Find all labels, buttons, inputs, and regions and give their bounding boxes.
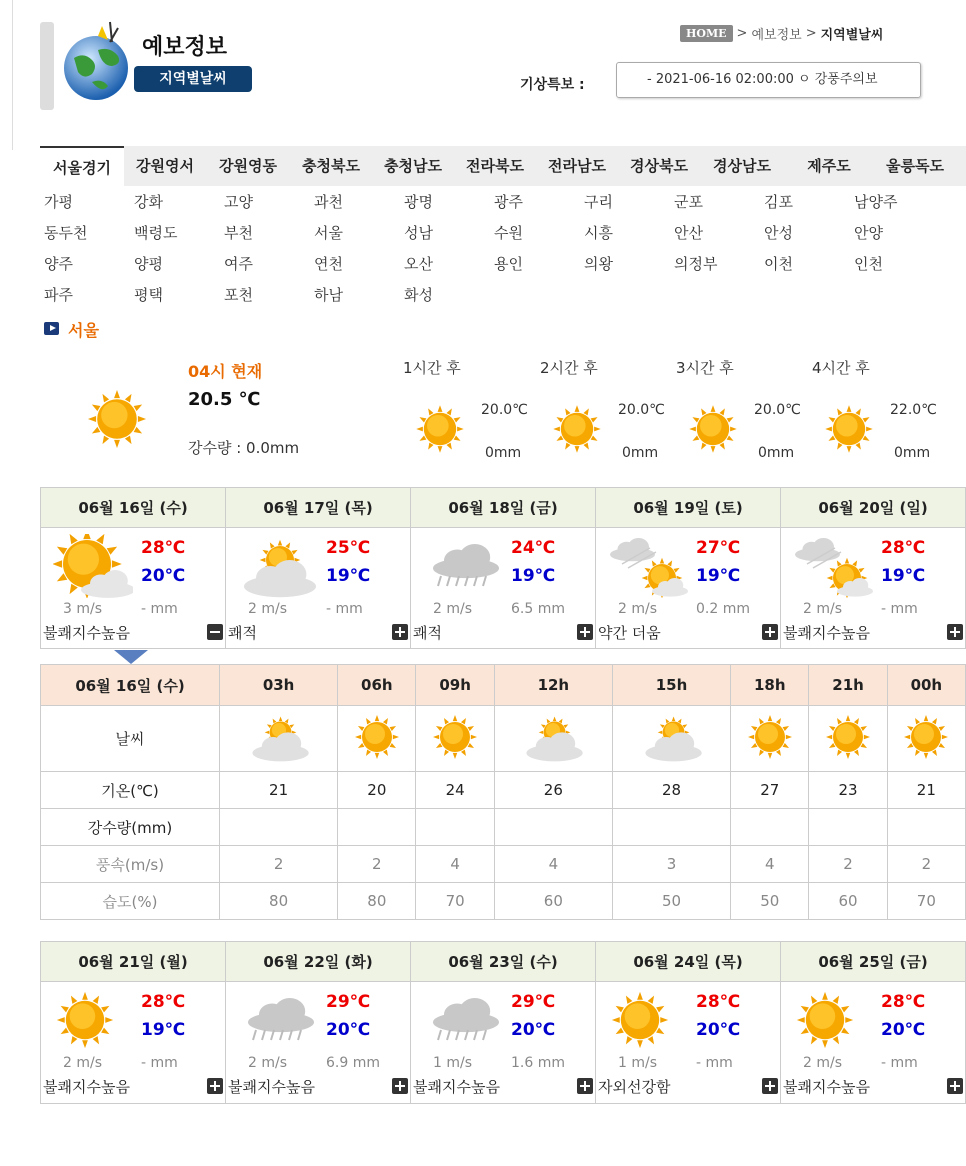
wind-speed: 2 m/s [803,601,843,617]
city-link[interactable]: 서울 [314,224,343,242]
day-cell [226,528,411,650]
breadcrumb-separator: > [805,26,817,41]
city-link[interactable]: 성남 [404,224,433,242]
preview-sun-icon [413,402,467,460]
row-value: 23 [809,772,887,809]
city-link[interactable]: 안성 [764,224,793,242]
day-header: 06월 21일 (월) [41,942,226,982]
preview-temp: 20.0℃ [481,402,528,418]
plus-toggle-icon[interactable] [392,1078,408,1094]
high-temp: 25℃ [326,538,371,558]
day-cell [411,528,596,650]
current-rain: 강수량 : 0.0mm [188,439,300,457]
row-label: 풍속(m/s) [41,846,220,883]
minus-toggle-icon[interactable] [207,624,223,640]
row-value: 2 [338,846,416,883]
brand-subtitle: 지역별날씨 [134,66,252,92]
preview-label: 2시간 후 [540,359,598,377]
city-link[interactable]: 포천 [224,286,253,304]
plus-toggle-icon[interactable] [392,624,408,640]
plus-toggle-icon[interactable] [947,1078,963,1094]
preview-rain: 0mm [622,445,659,461]
breadcrumb-separator: > [736,26,748,41]
detail-date: 06월 16일 (수) [41,665,220,706]
row-value: 80 [220,883,338,920]
hour-header: 12h [494,665,612,706]
row-value: 24 [416,772,494,809]
rainfall: - mm [881,601,918,617]
city-link[interactable]: 인천 [854,255,883,273]
preview-temp: 22.0℃ [890,402,937,418]
day-header: 06월 16일 (수) [41,488,226,528]
city-link[interactable]: 광명 [404,193,433,211]
city-link[interactable]: 이천 [764,255,793,273]
row-value: 21 [220,772,338,809]
row-value: 26 [494,772,612,809]
breadcrumb-current: 지역별날씨 [820,28,884,43]
wind-speed: 2 m/s [248,601,288,617]
low-temp: 19℃ [881,566,926,586]
row-value [416,809,494,846]
low-temp: 19℃ [141,1020,186,1040]
day-header: 06월 17일 (목) [226,488,411,528]
city-link[interactable]: 가평 [44,193,73,211]
city-link[interactable]: 양주 [44,255,73,273]
rainfall: - mm [696,1055,733,1071]
low-temp: 20℃ [141,566,186,586]
row-value: 60 [809,883,887,920]
day-header: 06월 24일 (목) [596,942,781,982]
row-value [887,809,965,846]
low-temp: 19℃ [696,566,741,586]
hour-header: 03h [220,665,338,706]
row-value: 4 [416,846,494,883]
home-link[interactable]: HOME [680,25,733,42]
plus-toggle-icon[interactable] [577,624,593,640]
cloud-sun-icon [238,534,318,598]
high-temp: 29℃ [326,992,371,1012]
city-link[interactable]: 여주 [224,255,253,273]
low-temp: 19℃ [511,566,556,586]
sun-icon [793,988,873,1052]
low-temp: 20℃ [696,1020,741,1040]
wind-speed: 1 m/s [433,1055,473,1071]
city-link[interactable]: 김포 [764,193,793,211]
condition-text: 약간 더움 [598,624,661,642]
rainfall: 6.9 mm [326,1055,380,1071]
low-temp: 19℃ [326,566,371,586]
condition-text: 불쾌지수높음 [43,624,130,642]
alert-ticker[interactable]: - 2021-06-16 02:00:00 ㅇ 강풍주의보 [616,62,921,98]
preview-label: 1시간 후 [403,359,461,377]
high-temp: 28℃ [141,538,186,558]
weekly-forecast-1 [40,487,966,650]
city-link[interactable]: 용인 [494,255,523,273]
sun-icon [887,706,965,772]
row-value: 4 [731,846,809,883]
row-value [731,809,809,846]
wind-speed: 1 m/s [618,1055,658,1071]
city-link[interactable]: 과천 [314,193,343,211]
preview-rain: 0mm [485,445,522,461]
high-temp: 27℃ [696,538,741,558]
row-value: 28 [612,772,730,809]
location-name: 서울 [68,321,99,340]
left-tab [40,22,54,110]
hour-header: 06h [338,665,416,706]
rainfall: - mm [141,601,178,617]
day-cell [226,982,411,1104]
low-temp: 20℃ [326,1020,371,1040]
row-value: 21 [887,772,965,809]
row-value: 50 [731,883,809,920]
row-value: 4 [494,846,612,883]
city-link[interactable]: 시흥 [584,224,613,242]
row-value: 20 [338,772,416,809]
row-label: 강수량(mm) [41,809,220,846]
row-label: 날씨 [41,706,220,772]
location-arrow-icon [44,322,59,335]
hour-header: 18h [731,665,809,706]
city-link[interactable]: 백령도 [134,224,178,242]
row-value: 60 [494,883,612,920]
day-cell [596,528,781,650]
row-value: 2 [809,846,887,883]
sun-icon [608,988,688,1052]
row-label: 습도(%) [41,883,220,920]
plus-toggle-icon[interactable] [577,1078,593,1094]
hour-header: 09h [416,665,494,706]
high-temp: 28℃ [696,992,741,1012]
sun-icon [731,706,809,772]
region-tabs [40,146,966,186]
preview-rain: 0mm [758,445,795,461]
low-temp: 20℃ [881,1020,926,1040]
current-sun-icon [84,386,150,452]
row-value: 27 [731,772,809,809]
rain-icon [423,988,503,1052]
preview-label: 3시간 후 [676,359,734,377]
city-link[interactable]: 수원 [494,224,523,242]
region-tab-4[interactable]: 충청남도 [384,157,442,175]
wind-speed: 2 m/s [618,601,658,617]
condition-text: 불쾌지수높음 [228,1078,315,1096]
current-temp: 20.5 ℃ [188,389,261,410]
rainfall: - mm [141,1055,178,1071]
rain-sun-icon [608,534,688,598]
preview-sun-icon [686,402,740,460]
region-tab-7[interactable]: 경상북도 [630,157,688,175]
low-temp: 20℃ [511,1020,556,1040]
city-link[interactable]: 남양주 [854,193,898,211]
row-value: 3 [612,846,730,883]
selected-day-arrow-icon [114,650,148,664]
city-link[interactable]: 강화 [134,193,163,211]
preview-sun-icon [550,402,604,460]
city-link[interactable]: 파주 [44,286,73,304]
preview-rain: 0mm [894,445,931,461]
plus-toggle-icon[interactable] [207,1078,223,1094]
high-temp: 28℃ [881,538,926,558]
sun-cloud-icon [53,534,133,598]
high-temp: 28℃ [881,992,926,1012]
plus-toggle-icon[interactable] [947,624,963,640]
row-value: 70 [887,883,965,920]
wind-speed: 2 m/s [63,1055,103,1071]
wind-speed: 2 m/s [248,1055,288,1071]
breadcrumb [680,24,883,43]
row-value: 2 [887,846,965,883]
rainfall: 6.5 mm [511,601,565,617]
wind-speed: 2 m/s [803,1055,843,1071]
city-link[interactable]: 안양 [854,224,883,242]
region-tab-5[interactable]: 전라북도 [466,157,524,175]
city-link[interactable]: 고양 [224,193,253,211]
row-label: 기온(℃) [41,772,220,809]
high-temp: 28℃ [141,992,186,1012]
rainfall: - mm [881,1055,918,1071]
day-cell [596,982,781,1104]
condition-text: 불쾌지수높음 [43,1078,130,1096]
day-cell [41,528,226,650]
city-link[interactable]: 광주 [494,193,523,211]
city-link[interactable]: 양평 [134,255,163,273]
row-value: 70 [416,883,494,920]
detail-divider [40,648,966,664]
weekly-forecast-2 [40,941,966,1104]
day-header: 06월 22일 (화) [226,942,411,982]
row-value: 50 [612,883,730,920]
city-link[interactable]: 하남 [314,286,343,304]
city-link[interactable]: 구리 [584,193,613,211]
city-link[interactable]: 평택 [134,286,163,304]
rainfall: 1.6 mm [511,1055,565,1071]
hour-header: 15h [612,665,730,706]
plus-toggle-icon[interactable] [762,624,778,640]
day-cell [41,982,226,1104]
city-link[interactable]: 의정부 [674,255,718,273]
condition-text: 쾌적 [413,624,442,642]
preview-label: 4시간 후 [812,359,870,377]
hourly-detail-table [40,664,966,920]
cloud-sun-icon [494,706,612,772]
region-tab-8[interactable]: 경상남도 [713,157,771,175]
city-link[interactable]: 의왕 [584,255,613,273]
condition-text: 쾌적 [228,624,257,642]
day-header: 06월 25일 (금) [781,942,966,982]
day-cell [781,528,966,650]
city-link[interactable]: 오산 [404,255,433,273]
region-tab-6[interactable]: 전라남도 [548,157,606,175]
row-value: 2 [220,846,338,883]
sun-icon [338,706,416,772]
alert-label: 기상특보 : [520,77,585,93]
condition-text: 불쾌지수높음 [783,1078,870,1096]
row-value [220,809,338,846]
high-temp: 24℃ [511,538,556,558]
hour-header: 21h [809,665,887,706]
rainfall: - mm [326,601,363,617]
preview-sun-icon [822,402,876,460]
wind-speed: 3 m/s [63,601,103,617]
condition-text: 불쾌지수높음 [413,1078,500,1096]
region-tab-2[interactable]: 강원영동 [219,157,277,175]
row-value [338,809,416,846]
region-tab-3[interactable]: 충청북도 [302,157,360,175]
hour-header: 00h [887,665,965,706]
wind-speed: 2 m/s [433,601,473,617]
rain-sun-icon [793,534,873,598]
region-tab-0[interactable]: 서울경기 [40,146,124,186]
day-header: 06월 18일 (금) [411,488,596,528]
preview-temp: 20.0℃ [618,402,665,418]
day-cell [781,982,966,1104]
city-link[interactable]: 동두천 [44,224,88,242]
row-value [494,809,612,846]
day-cell [411,982,596,1104]
row-value: 80 [338,883,416,920]
condition-text: 자외선강함 [598,1078,671,1096]
condition-text: 불쾌지수높음 [783,624,870,642]
left-border [0,0,13,150]
sun-icon [416,706,494,772]
rain-icon [423,534,503,598]
city-link[interactable]: 부천 [224,224,253,242]
city-link[interactable]: 안산 [674,224,703,242]
globe-logo-icon [62,20,132,104]
city-link[interactable]: 연천 [314,255,343,273]
plus-toggle-icon[interactable] [762,1078,778,1094]
sun-icon [809,706,887,772]
high-temp: 29℃ [511,992,556,1012]
city-list [44,192,944,305]
city-link[interactable]: 화성 [404,286,433,304]
row-value [612,809,730,846]
preview-temp: 20.0℃ [754,402,801,418]
day-header: 06월 23일 (수) [411,942,596,982]
cloud-sun-icon [220,706,338,772]
cloud-sun-icon [612,706,730,772]
region-tab-1[interactable]: 강원영서 [136,157,194,175]
row-value [809,809,887,846]
rainfall: 0.2 mm [696,601,750,617]
breadcrumb-level1[interactable]: 예보정보 [751,28,802,43]
city-link[interactable]: 군포 [674,193,703,211]
day-header: 06월 20일 (일) [781,488,966,528]
brand-title: 예보정보 [142,35,228,60]
day-header: 06월 19일 (토) [596,488,781,528]
region-tab-10[interactable]: 울릉독도 [886,157,944,175]
sun-icon [53,988,133,1052]
current-time: 04시 현재 [188,362,263,381]
rain-icon [238,988,318,1052]
region-tab-9[interactable]: 제주도 [807,157,851,175]
